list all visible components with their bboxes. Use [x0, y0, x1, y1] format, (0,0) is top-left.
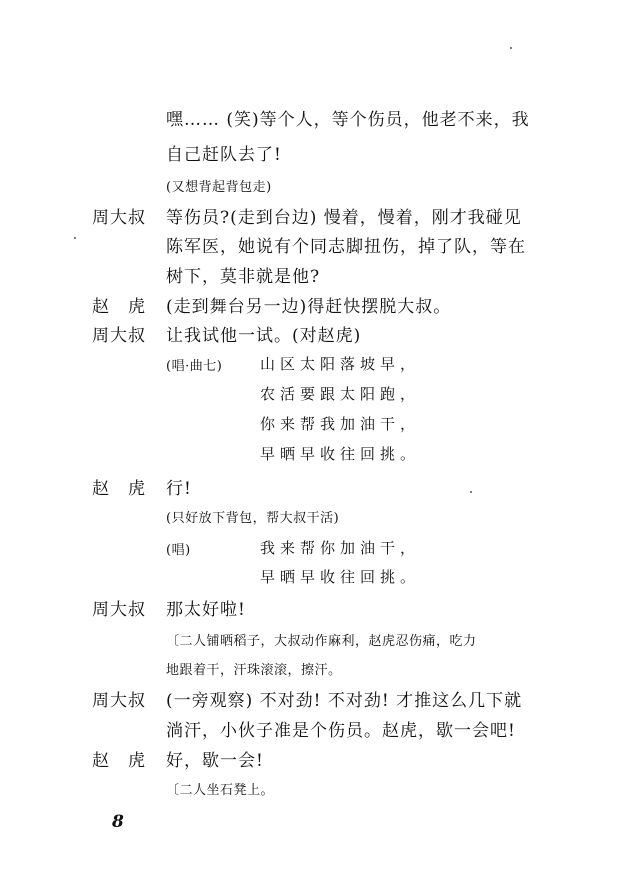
- song-line: 早晒早收往回挑。: [260, 568, 421, 586]
- speaker-name: 赵 虎: [92, 479, 146, 499]
- song-tag: (唱·曲七): [166, 359, 223, 374]
- speaker-name: 周大叔: [92, 208, 146, 228]
- dialogue-line: 那太好啦!: [166, 600, 246, 620]
- speck: [510, 47, 512, 49]
- speck: [74, 237, 76, 239]
- dialogue-line: (走到舞台另一边)得赶快摆脱大叔。: [166, 297, 452, 317]
- song-tag: (唱): [166, 543, 191, 558]
- stage-direction: (又想背起背包走): [166, 180, 272, 195]
- dialogue-line: (一旁观察) 不对劲! 不对劲! 才推这么几下就: [166, 691, 523, 711]
- dialogue-line: 让我试他一试。(对赵虎): [166, 326, 362, 346]
- page-number: 8: [112, 812, 124, 832]
- song-line: 早晒早收往回挑。: [260, 445, 421, 463]
- speck: [470, 491, 472, 493]
- song-line: 农活要跟太阳跑，: [260, 385, 421, 403]
- dialogue-line: 淌汗，小伙子准是个伤员。赵虎，歇一会吧!: [166, 721, 516, 741]
- dialogue-line: 树下，莫非就是他?: [166, 267, 321, 287]
- speaker-name: 赵 虎: [92, 751, 146, 771]
- speaker-name: 周大叔: [92, 691, 146, 711]
- dialogue-line: 嘿…… (笑)等个人，等个伤员，他老不来，我: [166, 110, 530, 130]
- dialogue-line: 好，歇一会!: [166, 751, 264, 771]
- speaker-name: 赵 虎: [92, 297, 146, 317]
- stage-direction: 〔二人铺晒稻子，大叔动作麻利，赵虎忍伤痛，吃力: [166, 634, 477, 649]
- dialogue-line: 陈军医，她说有个同志脚扭伤，掉了队，等在: [166, 237, 526, 257]
- speaker-name: 周大叔: [92, 326, 146, 346]
- dialogue-line: 自己赶队去了!: [166, 145, 282, 165]
- song-line: 山区太阳落坡早，: [260, 355, 421, 373]
- stage-direction: 地跟着干，汗珠滚滚，擦汗。: [166, 663, 342, 678]
- stage-direction: (只好放下背包，帮大叔干活): [166, 511, 340, 526]
- dialogue-line: 等伤员?(走到台边) 慢着，慢着，刚才我碰见: [166, 208, 522, 228]
- dialogue-line: 行!: [166, 479, 192, 499]
- song-line: 我来帮你加油干，: [260, 539, 421, 557]
- speaker-name: 周大叔: [92, 600, 146, 620]
- stage-direction: 〔二人坐石凳上。: [166, 783, 275, 798]
- song-line: 你来帮我加油干，: [260, 415, 421, 433]
